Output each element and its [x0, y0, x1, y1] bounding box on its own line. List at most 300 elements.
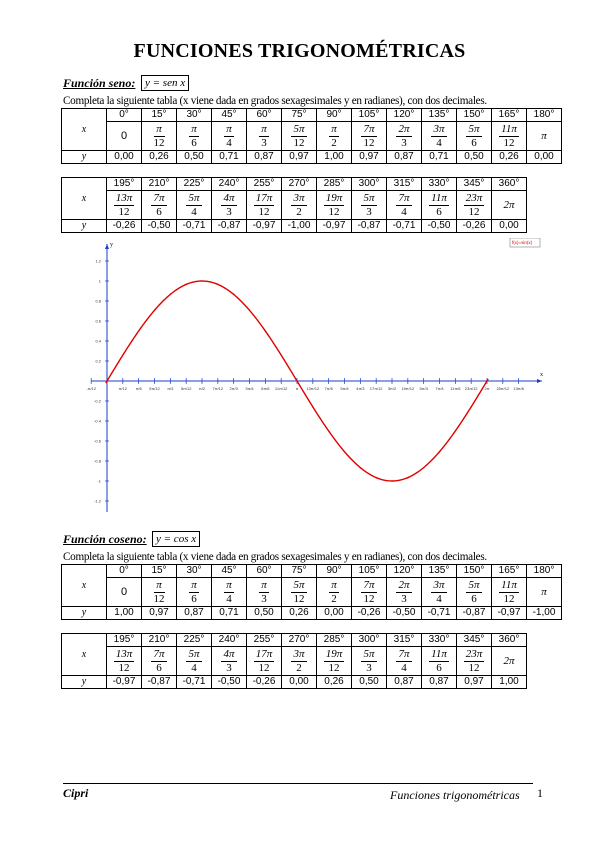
- radian-cell: [422, 122, 457, 151]
- radian-numerator: 17π: [255, 191, 273, 204]
- x-axis-label: x: [540, 372, 543, 378]
- data-point: [106, 380, 107, 381]
- degree-cell: 240°: [212, 634, 247, 647]
- seno-formula: y = sen x: [141, 75, 189, 91]
- radian-fraction: [431, 579, 446, 606]
- radian-fraction: [329, 579, 339, 606]
- radian-denominator: 12: [153, 592, 165, 605]
- degree-cell: 105°: [352, 565, 387, 578]
- value-cell: -0,26: [107, 220, 142, 233]
- radian-cell: [352, 647, 387, 676]
- value-cell: -0,97: [317, 220, 352, 233]
- radian-numerator: 19π: [325, 191, 343, 204]
- radian-denominator: 3: [261, 136, 267, 149]
- degree-cell: 0°: [107, 109, 142, 122]
- value-cell: -0,50: [212, 676, 247, 689]
- degree-cell: 90°: [317, 565, 352, 578]
- y-tick-label: 1: [98, 278, 101, 284]
- radian-cell: [107, 578, 142, 607]
- y-tick-label: -1.2: [94, 498, 101, 504]
- radian-fraction: [499, 579, 519, 606]
- degree-cell: 285°: [317, 178, 352, 191]
- radian-denominator: 2: [331, 136, 337, 149]
- radian-cell: [457, 191, 492, 220]
- degree-cell: 270°: [282, 634, 317, 647]
- radian-fraction: [466, 579, 481, 606]
- degree-cell: 165°: [492, 109, 527, 122]
- radian-numerator: π: [261, 122, 267, 135]
- radian-denominator: 12: [118, 661, 130, 674]
- radian-numerator: 3π: [433, 578, 445, 591]
- radian-denominator: 12: [503, 136, 515, 149]
- value-cell: -0,50: [387, 607, 422, 620]
- radian-cell: [282, 122, 317, 151]
- radians-row: [62, 191, 527, 220]
- sine-graph: [80, 238, 550, 523]
- radian-denominator: 6: [156, 205, 162, 218]
- value-cell: 0,26: [492, 151, 527, 164]
- data-point: [201, 280, 202, 281]
- seno-table-2: [61, 177, 527, 233]
- degree-cell: 75°: [282, 565, 317, 578]
- sine-graph-svg: [80, 238, 550, 518]
- radian-denominator: 12: [468, 205, 480, 218]
- radian-numerator: π: [191, 122, 197, 135]
- value-cell: 0,50: [457, 151, 492, 164]
- radian-cell: [142, 647, 177, 676]
- radian-value: 0: [120, 129, 128, 142]
- data-point: [138, 330, 139, 331]
- x-tick-label: π/6: [135, 386, 142, 391]
- degree-cell: 360°: [492, 634, 527, 647]
- degree-cell: 285°: [317, 634, 352, 647]
- x-tick-label: π/3: [167, 386, 174, 391]
- radian-denominator: 3: [401, 592, 407, 605]
- data-point: [486, 380, 487, 381]
- radian-fraction: [189, 123, 199, 150]
- radian-numerator: π: [226, 578, 232, 591]
- radian-cell: [107, 191, 142, 220]
- radian-denominator: 12: [328, 205, 340, 218]
- radian-fraction: [361, 123, 376, 150]
- radian-numerator: 5π: [188, 191, 200, 204]
- footer-divider: [63, 783, 533, 784]
- degree-cell: 315°: [387, 634, 422, 647]
- radian-cell: [352, 191, 387, 220]
- radian-fraction: [429, 192, 449, 219]
- radian-fraction: [431, 123, 446, 150]
- radian-numerator: 3π: [293, 191, 305, 204]
- radian-value: 2π: [503, 654, 515, 667]
- value-cell: 0,26: [317, 676, 352, 689]
- radian-cell: [492, 647, 527, 676]
- data-point: [296, 380, 297, 381]
- radian-fraction: [291, 648, 306, 675]
- radian-numerator: π: [226, 122, 232, 135]
- data-point: [360, 467, 361, 468]
- value-cell: 0,50: [177, 151, 212, 164]
- footer-document-title: Funciones trigonométricas: [390, 788, 520, 802]
- y-row-label: y: [62, 151, 107, 164]
- degree-cell: 45°: [212, 109, 247, 122]
- radian-cell: [352, 578, 387, 607]
- radian-cell: [107, 647, 142, 676]
- value-cell: -0,71: [177, 676, 212, 689]
- radian-cell: [247, 191, 282, 220]
- degree-cell: 15°: [142, 565, 177, 578]
- data-point: [328, 430, 329, 431]
- radian-fraction: [466, 123, 481, 150]
- radian-fraction: [464, 192, 485, 219]
- value-cell: -0,97: [107, 676, 142, 689]
- degree-cell: 0°: [107, 565, 142, 578]
- radian-cell: [177, 191, 212, 220]
- value-cell: -0,26: [247, 676, 282, 689]
- radian-numerator: 3π: [293, 647, 305, 660]
- x-tick-label: 13π/6: [513, 386, 524, 391]
- x-tick-label: 11π/12: [274, 386, 288, 391]
- degree-cell: 225°: [177, 634, 212, 647]
- x-tick-label: π/2: [198, 386, 206, 391]
- degree-cell: 90°: [317, 109, 352, 122]
- radian-cell: [527, 122, 562, 151]
- radian-value: π: [541, 585, 547, 598]
- radian-fraction: [254, 648, 275, 675]
- x-row-label: x: [62, 634, 107, 676]
- radian-denominator: 4: [401, 661, 407, 674]
- values-row: [62, 151, 562, 164]
- coseno-formula: y = cos x: [152, 531, 200, 547]
- radian-denominator: 6: [436, 661, 442, 674]
- radian-cell: [142, 122, 177, 151]
- radian-cell: [247, 122, 282, 151]
- radian-cell: [352, 122, 387, 151]
- degree-cell: 165°: [492, 565, 527, 578]
- x-tick-label: 7π/4: [435, 386, 444, 391]
- legend-label: f(x)=sin(x): [512, 240, 533, 245]
- degrees-row: [62, 178, 527, 191]
- radian-fraction: [254, 192, 275, 219]
- radian-cell: [282, 191, 317, 220]
- radian-numerator: 5π: [468, 578, 480, 591]
- radian-fraction: [151, 192, 166, 219]
- radian-numerator: 7π: [363, 578, 375, 591]
- value-cell: 0,50: [352, 676, 387, 689]
- radian-cell: [387, 647, 422, 676]
- value-cell: 0,97: [142, 607, 177, 620]
- footer-logo: Cipri: [63, 786, 89, 800]
- radian-denominator: 4: [436, 136, 442, 149]
- value-cell: 0,26: [142, 151, 177, 164]
- radian-denominator: 12: [363, 136, 375, 149]
- degree-cell: 45°: [212, 565, 247, 578]
- degree-cell: 345°: [457, 178, 492, 191]
- radian-denominator: 3: [366, 661, 372, 674]
- data-point: [265, 330, 266, 331]
- radian-denominator: 6: [191, 136, 197, 149]
- radian-denominator: 3: [261, 592, 267, 605]
- degree-cell: 360°: [492, 178, 527, 191]
- data-point: [170, 293, 171, 294]
- page-number: 1: [537, 786, 543, 800]
- degree-cell: 345°: [457, 634, 492, 647]
- value-cell: 0,71: [212, 151, 247, 164]
- value-cell: -0,71: [387, 220, 422, 233]
- radian-cell: [492, 191, 527, 220]
- radian-cell: [142, 578, 177, 607]
- radian-cell: [317, 122, 352, 151]
- radians-row: [62, 578, 562, 607]
- degree-cell: 150°: [457, 565, 492, 578]
- x-row-label: x: [62, 109, 107, 151]
- radian-fraction: [154, 123, 165, 150]
- degree-cell: 135°: [422, 109, 457, 122]
- x-tick-label: 23π/12: [464, 386, 478, 391]
- data-point: [233, 293, 234, 294]
- radian-denominator: 4: [401, 205, 407, 218]
- radian-numerator: 11π: [431, 647, 447, 660]
- degree-cell: 120°: [387, 109, 422, 122]
- value-cell: -0,26: [457, 220, 492, 233]
- degree-cell: 135°: [422, 565, 457, 578]
- radian-numerator: 13π: [115, 647, 133, 660]
- radian-denominator: 6: [191, 592, 197, 605]
- radian-fraction: [499, 123, 519, 150]
- x-tick-label: -π/12: [86, 386, 96, 391]
- radian-cell: [107, 122, 142, 151]
- value-cell: 0,97: [352, 151, 387, 164]
- values-row: [62, 220, 527, 233]
- radian-numerator: π: [191, 578, 197, 591]
- radian-fraction: [114, 648, 135, 675]
- y-axis-arrow: [105, 244, 109, 249]
- radians-row: [62, 122, 562, 151]
- value-cell: -0,87: [212, 220, 247, 233]
- radian-fraction: [396, 648, 411, 675]
- radian-cell: [492, 578, 527, 607]
- degree-cell: 15°: [142, 109, 177, 122]
- value-cell: 0,71: [212, 607, 247, 620]
- radian-numerator: 5π: [468, 122, 480, 135]
- radian-cell: [457, 647, 492, 676]
- data-point: [455, 430, 456, 431]
- y-tick-label: 0.6: [95, 318, 101, 324]
- radian-numerator: 5π: [293, 122, 305, 135]
- y-tick-label: 0.2: [95, 358, 101, 364]
- radian-denominator: 4: [226, 592, 232, 605]
- radian-cell: [422, 191, 457, 220]
- degree-cell: 255°: [247, 178, 282, 191]
- radian-fraction: [361, 579, 376, 606]
- radian-value: 0: [120, 585, 128, 598]
- degree-cell: 105°: [352, 109, 387, 122]
- x-tick-label: 5π/12: [180, 386, 192, 391]
- value-cell: 1,00: [317, 151, 352, 164]
- radian-denominator: 4: [226, 136, 232, 149]
- degree-cell: 150°: [457, 109, 492, 122]
- degree-cell: 300°: [352, 178, 387, 191]
- x-tick-label: 3π/4: [245, 386, 254, 391]
- degree-cell: 30°: [177, 565, 212, 578]
- radian-fraction: [151, 648, 166, 675]
- data-point: [217, 283, 218, 284]
- radian-denominator: 12: [258, 661, 270, 674]
- radian-fraction: [189, 579, 199, 606]
- radian-fraction: [291, 192, 306, 219]
- degree-cell: 195°: [107, 178, 142, 191]
- radian-denominator: 3: [401, 136, 407, 149]
- x-tick-label: 11π/6: [450, 386, 461, 391]
- radian-numerator: 11π: [431, 191, 447, 204]
- radian-fraction: [396, 192, 411, 219]
- degree-cell: 195°: [107, 634, 142, 647]
- radian-cell: [212, 122, 247, 151]
- radian-denominator: 4: [436, 592, 442, 605]
- radian-fraction: [291, 123, 306, 150]
- coseno-table-2: [61, 633, 527, 689]
- degrees-row: [62, 634, 527, 647]
- value-cell: 0,00: [492, 220, 527, 233]
- radian-fraction: [224, 123, 234, 150]
- radian-cell: [282, 647, 317, 676]
- x-tick-label: 5π/12: [149, 386, 160, 391]
- radian-numerator: 7π: [153, 191, 165, 204]
- radian-fraction: [291, 579, 306, 606]
- radian-value: π: [541, 129, 547, 142]
- radian-fraction: [186, 648, 201, 675]
- degree-cell: 75°: [282, 109, 317, 122]
- radian-cell: [177, 122, 212, 151]
- values-row: [62, 607, 562, 620]
- radian-fraction: [259, 579, 269, 606]
- radian-denominator: 12: [293, 136, 305, 149]
- degree-cell: 330°: [422, 178, 457, 191]
- radian-denominator: 2: [331, 592, 337, 605]
- radian-fraction: [361, 648, 376, 675]
- radian-denominator: 3: [366, 205, 372, 218]
- value-cell: 0,87: [387, 151, 422, 164]
- radian-numerator: 7π: [153, 647, 165, 660]
- radian-fraction: [464, 648, 485, 675]
- degree-cell: 60°: [247, 109, 282, 122]
- x-tick-label: 2π: [484, 386, 490, 391]
- data-point: [249, 309, 250, 310]
- radian-cell: [317, 647, 352, 676]
- values-row: [62, 676, 527, 689]
- radian-denominator: 4: [191, 661, 197, 674]
- radian-cell: [142, 191, 177, 220]
- value-cell: -1,00: [282, 220, 317, 233]
- x-axis-arrow: [537, 379, 542, 383]
- radian-denominator: 2: [296, 661, 302, 674]
- radian-numerator: 7π: [398, 191, 410, 204]
- degree-cell: 180°: [527, 565, 562, 578]
- y-tick-label: -0.6: [94, 438, 101, 444]
- value-cell: 0,87: [247, 151, 282, 164]
- radian-numerator: 13π: [115, 191, 133, 204]
- x-row-label: x: [62, 178, 107, 220]
- radian-cell: [527, 578, 562, 607]
- radian-cell: [457, 122, 492, 151]
- radian-numerator: π: [331, 578, 337, 591]
- radian-cell: [387, 122, 422, 151]
- x-tick-label: 3π/2: [387, 386, 397, 391]
- radian-fraction: [221, 648, 236, 675]
- degree-cell: 60°: [247, 565, 282, 578]
- radian-fraction: [329, 123, 339, 150]
- value-cell: 0,50: [247, 607, 282, 620]
- data-point: [312, 406, 313, 407]
- value-cell: 1,00: [107, 607, 142, 620]
- radian-numerator: 7π: [363, 122, 375, 135]
- x-tick-label: 17π/12: [369, 386, 383, 391]
- value-cell: -0,97: [247, 220, 282, 233]
- radian-fraction: [186, 192, 201, 219]
- radian-fraction: [429, 648, 449, 675]
- degree-cell: 270°: [282, 178, 317, 191]
- value-cell: 0,87: [422, 676, 457, 689]
- radian-numerator: 5π: [188, 647, 200, 660]
- coseno-heading: Función coseno:: [63, 532, 147, 546]
- value-cell: 0,71: [422, 151, 457, 164]
- radian-cell: [492, 122, 527, 151]
- y-tick-label: -0.2: [94, 398, 101, 404]
- value-cell: 1,00: [492, 676, 527, 689]
- radian-denominator: 6: [471, 136, 477, 149]
- y-row-label: y: [62, 607, 107, 620]
- data-point: [391, 480, 392, 481]
- value-cell: 0,00: [527, 151, 562, 164]
- degree-cell: 240°: [212, 178, 247, 191]
- radians-row: [62, 647, 527, 676]
- value-cell: 0,26: [282, 607, 317, 620]
- degree-cell: 315°: [387, 178, 422, 191]
- seno-instruction: Completa la siguiente tabla (x viene dada en grados sexagesimales y en radianes), con dos decimales.: [63, 95, 487, 107]
- seno-table-1: [61, 108, 562, 164]
- value-cell: 0,97: [282, 151, 317, 164]
- x-tick-label: 19π/12: [401, 386, 415, 391]
- y-tick-label: -1: [97, 478, 101, 484]
- radian-cell: [247, 578, 282, 607]
- degree-cell: 300°: [352, 634, 387, 647]
- value-cell: -0,26: [352, 607, 387, 620]
- value-cell: 0,00: [282, 676, 317, 689]
- degree-cell: 225°: [177, 178, 212, 191]
- radian-denominator: 4: [191, 205, 197, 218]
- value-cell: 0,97: [457, 676, 492, 689]
- radian-numerator: 7π: [398, 647, 410, 660]
- radian-fraction: [221, 192, 236, 219]
- radian-numerator: 2π: [398, 122, 410, 135]
- degree-cell: 210°: [142, 178, 177, 191]
- y-row-label: y: [62, 220, 107, 233]
- value-cell: -0,50: [422, 220, 457, 233]
- y-tick-label: 1.2: [95, 258, 101, 264]
- y-tick-label: 0.8: [95, 298, 101, 304]
- data-point: [186, 283, 187, 284]
- radian-fraction: [224, 579, 234, 606]
- radian-cell: [177, 647, 212, 676]
- radian-cell: [212, 191, 247, 220]
- value-cell: -0,87: [352, 220, 387, 233]
- degree-cell: 210°: [142, 634, 177, 647]
- degree-cell: 255°: [247, 634, 282, 647]
- radian-numerator: 17π: [255, 647, 273, 660]
- radian-numerator: 23π: [465, 647, 483, 660]
- y-tick-label: -0.4: [94, 418, 101, 424]
- y-axis-label: y: [110, 242, 113, 248]
- x-tick-label: 25π/12: [496, 386, 510, 391]
